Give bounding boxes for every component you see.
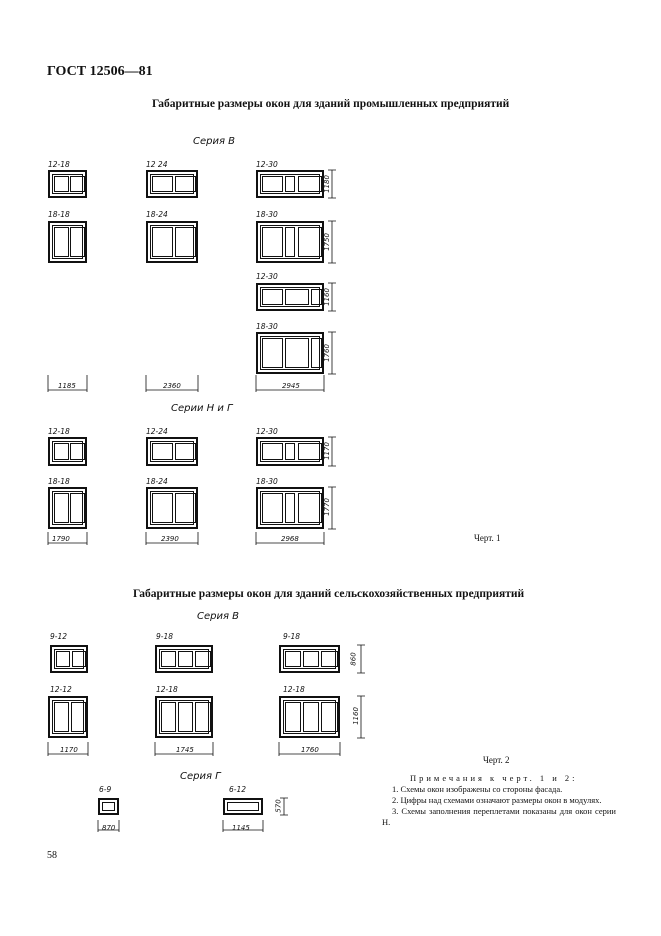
height-dimension: 1750 [322,233,331,251]
window-label: 9-18 [156,632,174,641]
height-dimension: 1770 [322,498,331,516]
window-label: 12-12 [50,685,72,694]
series-b-label: Серия В [193,136,236,147]
width-dimension: 2360 [163,382,181,390]
window-label: 18-18 [48,477,70,486]
width-dimension: 1790 [52,535,70,543]
document-header: ГОСТ 12506—81 [47,64,153,79]
notes-block [382,773,616,828]
window-label: 12 24 [146,160,168,169]
window-label: 12-18 [283,685,305,694]
window-label: 18-30 [256,322,278,331]
width-dimension: 870 [102,824,116,832]
width-dimension: 2968 [281,535,299,543]
series-ng-label: Серии Н и Г [171,403,233,414]
width-dimension: 2390 [161,535,179,543]
window-label: 12-30 [256,427,278,436]
note-item: 3. Схемы заполнения переплетами показаны для окон серии Н. [382,806,616,827]
width-dimension: 1760 [301,746,319,754]
window-label: 18-30 [256,477,278,486]
window-label: 6-12 [229,785,247,794]
window-label: 9-18 [283,632,301,641]
window-label: 18-24 [146,477,168,486]
figure-caption: Черт. 1 [474,533,501,543]
width-dimension: 1745 [176,746,194,754]
window-label: 12-18 [48,427,70,436]
height-dimension: 1180 [322,175,331,193]
height-dimension: 1170 [322,442,331,460]
window-label: 12-18 [48,160,70,169]
note-item: 2. Цифры над схемами означают размеры окон в модулях. [392,795,602,805]
width-dimension: 1185 [58,382,76,390]
section2-title: Габаритные размеры окон для зданий сельскохозяйственных предприятий [133,588,525,600]
width-dimension: 1145 [232,824,250,832]
height-dimension: 1160 [322,288,331,306]
window-label: 18-18 [48,210,70,219]
height-dimension: 570 [274,799,283,813]
window-label: 12-30 [256,160,278,169]
width-dimension: 1170 [60,746,78,754]
height-dimension: 1160 [351,707,360,725]
width-dimension: 2945 [282,382,300,390]
window-label: 12-30 [256,272,278,281]
window-label: 6-9 [99,785,112,794]
window-label: 12-24 [146,427,168,436]
window-label: 12-18 [156,685,178,694]
section1-title: Габаритные размеры окон для зданий промышленных предприятий [152,98,510,110]
notes-heading: Примечания к черт. 1 и 2: [410,773,578,783]
note-item: 1. Схемы окон изображены со стороны фасада. [392,784,563,794]
window-label: 9-12 [50,632,68,641]
page-number: 58 [47,850,57,861]
window-label: 18-24 [146,210,168,219]
height-dimension: 1760 [322,344,331,362]
window-label: 18-30 [256,210,278,219]
height-dimension: 860 [349,652,358,666]
series-g-label: Серия Г [180,771,221,782]
series-b-label: Серия В [197,611,240,622]
figure-caption: Черт. 2 [483,755,510,765]
